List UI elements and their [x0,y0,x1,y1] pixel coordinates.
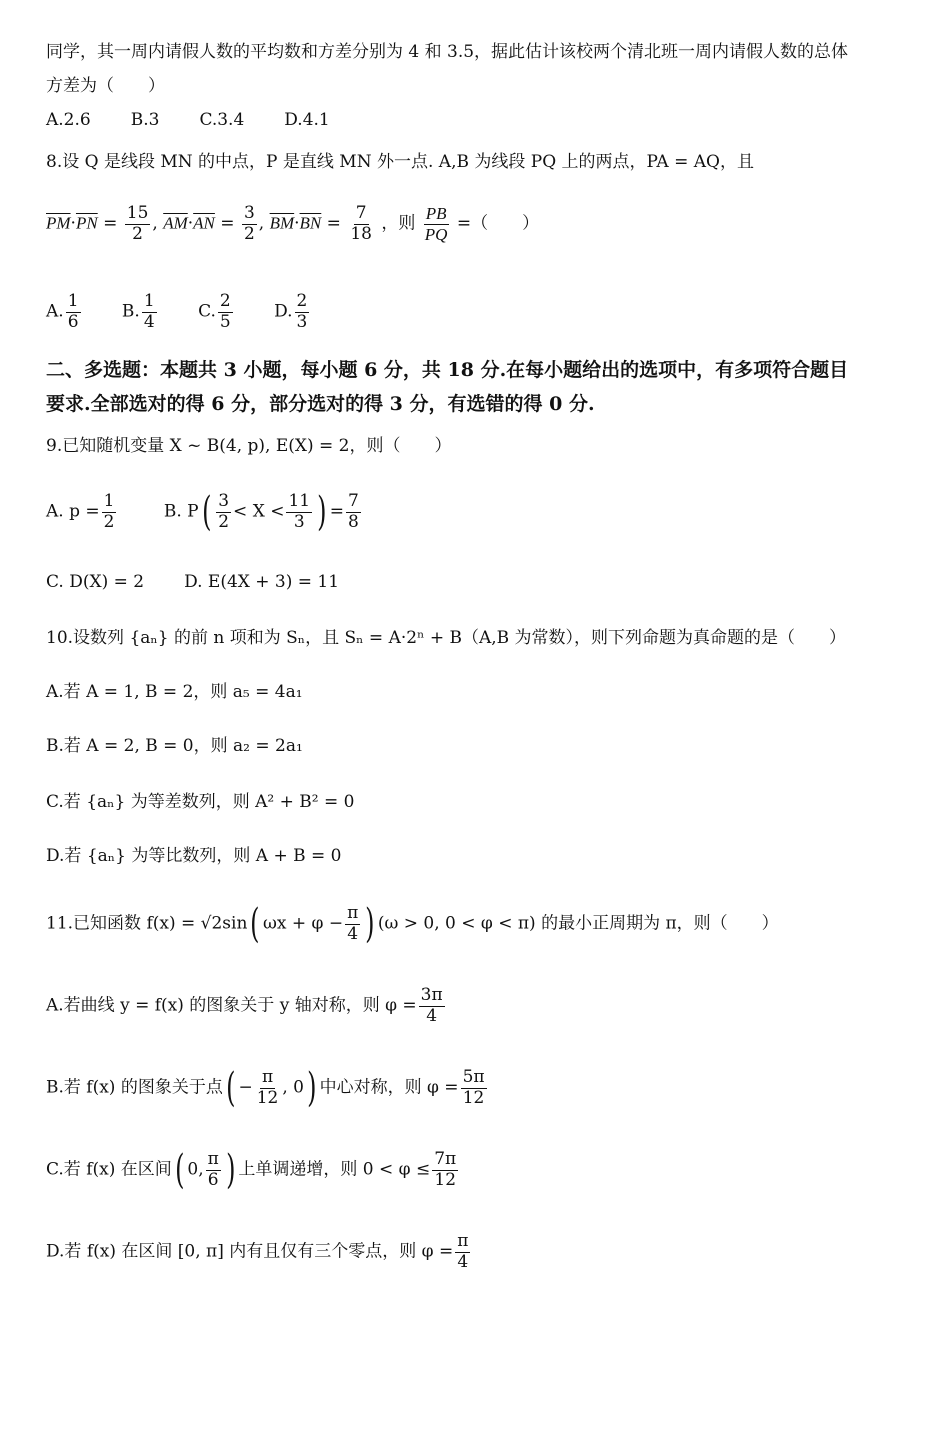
q10-option-b: B.若 A = 2, B = 0，则 a₂ = 2a₁ [46,736,303,756]
q10-option-c: C.若 {aₙ} 为等差数列，则 A² + B² = 0 [46,792,355,812]
q8-frac-3: $\frac{7}{18}$ [350,203,372,244]
q7-option-a: A.2.6 [46,110,91,130]
q9-option-c: C. D(X) = 2 [46,572,145,592]
section2-heading-line1: 二、多选题：本题共 3 小题，每小题 6 分，共 18 分.在每小题给出的选项中，有多项符合题目 [46,359,849,381]
q8-option-d: D. $\frac{2}{3}$ [274,291,308,332]
q11-stem: 11.已知函数 f(x) = √2sin( ωx + φ − $\frac{\pi}{4}$ ) (ω > 0, 0 < φ < π) 的最小正周期为 π，则（ ） [46,901,779,948]
q9-option-b: B. P( $\frac{3}{2}$ < X < $\frac{11}{3}$ ) = $\frac{7}{8}$ [163,489,359,536]
q8-option-b: B. $\frac{1}{4}$ [121,291,155,332]
q8-option-c: C. $\frac{2}{5}$ [198,291,231,332]
q11-option-c: C.若 f(x) 在区间( 0, $\frac{\pi}{6}$ ) 上单调递增，则 0 < φ ≤ $\frac{7\pi}{12}$ [46,1147,457,1194]
q7-option-d: D.4.1 [284,110,330,130]
q10-option-d: D.若 {aₙ} 为等比数列，则 A + B = 0 [46,846,342,866]
q9-option-a: A. p = $\frac{1}{2}$ [46,491,115,532]
q8-stem: 8.设 Q 是线段 MN 的中点，P 是直线 MN 外一点. A,B 为线段 PQ 上的两点，PA = AQ，且 [46,152,754,172]
q11-option-a: A.若曲线 y = f(x) 的图象关于 y 轴对称，则 φ = $\frac{3\pi}{4}$ [46,985,443,1026]
q9-options-cd [46,570,339,594]
q8-options [46,292,311,332]
q9-options-ab [46,489,363,536]
section2-heading-line2: 要求.全部选对的得 6 分，部分选对的得 3 分，有选错的得 0 分. [46,393,595,415]
q10-stem: 10.设数列 {aₙ} 的前 n 项和为 Sₙ，且 Sₙ = A·2ⁿ + B（A,B 为常数），则下列命题为真命题的是（ ） [46,628,847,648]
q8-frac-1: $\frac{15}{2}$ [126,203,149,244]
q7-line1: 同学，其一周内请假人数的平均数和方差分别为 4 和 3.5，据此估计该校两个清北班一周内请假人数的总体 [46,42,849,62]
q11-option-b: B.若 f(x) 的图象关于点( − $\frac{\pi}{12}$ , 0) 中心对称，则 φ = $\frac{5\pi}{12}$ [46,1065,485,1112]
q9-option-d: D. E(4X + 3) = 11 [184,572,340,592]
q8-ratio: $\frac{PB}{PQ}$ [424,204,448,244]
q8-frac-2: $\frac{3}{2}$ [243,203,255,244]
q7-options [46,108,330,132]
q7-line2: 方差为（ ） [46,76,165,96]
q7-option-b: B.3 [130,110,160,130]
q11-option-d: D.若 f(x) 在区间 [0, π] 内有且仅有三个零点，则 φ = $\frac{\pi}{4}$ [46,1231,469,1272]
q8-option-a: A. $\frac{1}{6}$ [46,291,79,332]
q8-vector-equations: $\overline{PM}\cdot\overline{PN}$ = $\frac{15}{2}$ , $\overline{AM}\cdot\overline{AN}$ = $\frac{3}{2}$ , $\overline{BM}\cdot\overline{BN}$ = $\frac{7}{18}$ ，则 $\frac{PB}{PQ}$ =（ ） [46,203,540,244]
q10-option-a: A.若 A = 1, B = 2，则 a₅ = 4a₁ [46,682,303,702]
q7-option-c: C.3.4 [199,110,245,130]
q9-stem: 9.已知随机变量 X ~ B(4, p), E(X) = 2，则（ ） [46,436,452,456]
